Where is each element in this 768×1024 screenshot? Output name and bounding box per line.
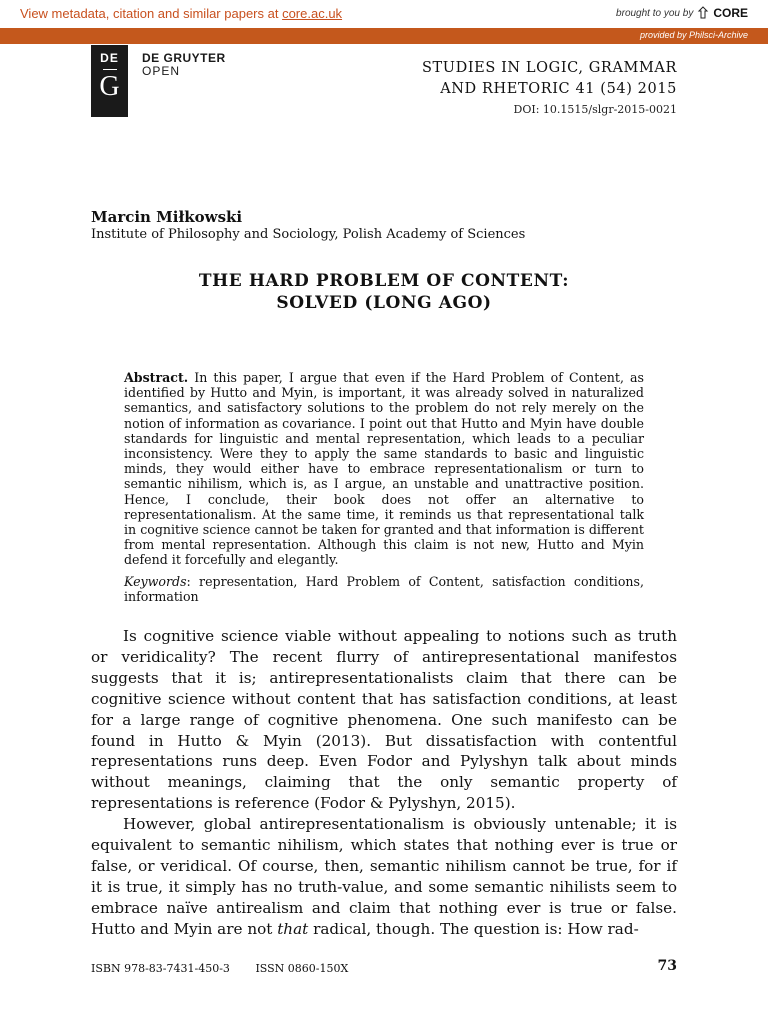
- keywords: [124, 574, 644, 604]
- metadata-notice: [20, 6, 342, 21]
- logo-de: DE: [100, 51, 119, 65]
- page-number: 73: [657, 958, 677, 974]
- journal-title: [422, 58, 677, 100]
- isbn: ISBN 978-83-7431-450-3: [91, 962, 230, 975]
- title-line2: SOLVED (LONG AGO): [276, 293, 492, 313]
- abstract: [124, 370, 644, 568]
- publisher-name-line1: DE GRUYTER: [142, 51, 226, 65]
- metadata-text: View metadata, citation and similar papers at: [20, 6, 279, 21]
- brought-text: brought to you by: [616, 7, 694, 19]
- author-affiliation: Institute of Philosophy and Sociology, Polish Academy of Sciences: [91, 227, 526, 242]
- keywords-text: : representation, Hard Problem of Content, satisfaction conditions, information: [124, 574, 644, 605]
- provided-by: [640, 30, 748, 40]
- logo-g: G: [99, 71, 120, 102]
- paragraph-2-b: radical, though. The question is: How rad-: [313, 919, 639, 938]
- abstract-label: Abstract.: [124, 370, 189, 385]
- core-link[interactable]: core.ac.uk: [282, 6, 343, 21]
- logo-divider: [103, 69, 117, 70]
- issn: ISSN 0860-150X: [255, 962, 349, 975]
- body-text: [91, 626, 677, 940]
- author-name: Marcin Miłkowski: [91, 208, 243, 226]
- paragraph-2: [91, 814, 677, 939]
- publisher-name: [142, 52, 226, 78]
- publisher-name-line2: OPEN: [142, 64, 181, 78]
- provided-prefix: provided by: [639, 30, 687, 40]
- paragraph-2-a: However, global antirepresentationalism is obviously untenable; it is equivalent to semantic nihilism, which states that nothing ever is true or false, or veridical. Of course, then, semantic nihilism cannot be true, for if it is true, it simply has no truth-value, and some semantic nihilists seem to embrace naïve antirealism and claim that nothing ever is true or false. Hutto and Myin are not: [91, 815, 677, 938]
- journal-line1: STUDIES IN LOGIC, GRAMMAR: [421, 60, 677, 76]
- journal-line2: AND RHETORIC 41 (54) 2015: [440, 81, 677, 97]
- doi: DOI: 10.1515/slgr-2015-0021: [513, 103, 677, 116]
- core-logo-text[interactable]: CORE: [713, 6, 748, 20]
- core-banner: [0, 0, 768, 29]
- abstract-text: In this paper, I argue that even if the Hard Problem of Content, as identified by Hutto and Myin, is important, it was already solved in naturalized semantics, and satisfactory solutions to the problem do not rely merely on the notion of information as covariance. I point out that Hutto and Myin have double standards for linguistic and mental representation, which leads to a peculiar inconsistency. Were they to apply the same standards to basic and linguistic minds, they would either have to embrace representationalism or turn to semantic nihilism, which is, as I argue, an unstable and unattractive position. Hence, I conclude, their book does not offer an alternative to representationalism. At the same time, it reminds us that representational talk in cognitive science cannot be taken for granted and that information is different from mental representation. Although this claim is not new, Hutto and Myin defend it forcefully and elegantly.: [124, 370, 644, 568]
- core-logo-icon: [697, 6, 709, 20]
- paragraph-2-emphasis: that: [277, 919, 309, 938]
- keywords-label: Keywords: [124, 574, 187, 589]
- provider-link[interactable]: Philsci-Archive: [688, 30, 748, 40]
- footer-identifiers: [91, 962, 370, 975]
- title-line1: THE HARD PROBLEM OF CONTENT:: [198, 271, 570, 291]
- paragraph-1: Is cognitive science viable without appealing to notions such as truth or veridicality? The recent flurry of antirepresentational manifestos suggests that it is; antirepresentationalists claim that there can be cognitive science without content that has satisfaction conditions, at least for a large range of cognitive phenomena. One such manifesto can be found in Hutto & Myin (2013). But dissatisfaction with contentful representations runs deep. Even Fodor and Pylyshyn talk about minds without meanings, claiming that the only semantic property of representations is reference (Fodor & Pylyshyn, 2015).: [91, 627, 677, 813]
- degruyter-logo: [91, 45, 128, 117]
- paper-title: [0, 270, 768, 314]
- provider-bar: [0, 28, 768, 44]
- brought-by: [616, 6, 748, 20]
